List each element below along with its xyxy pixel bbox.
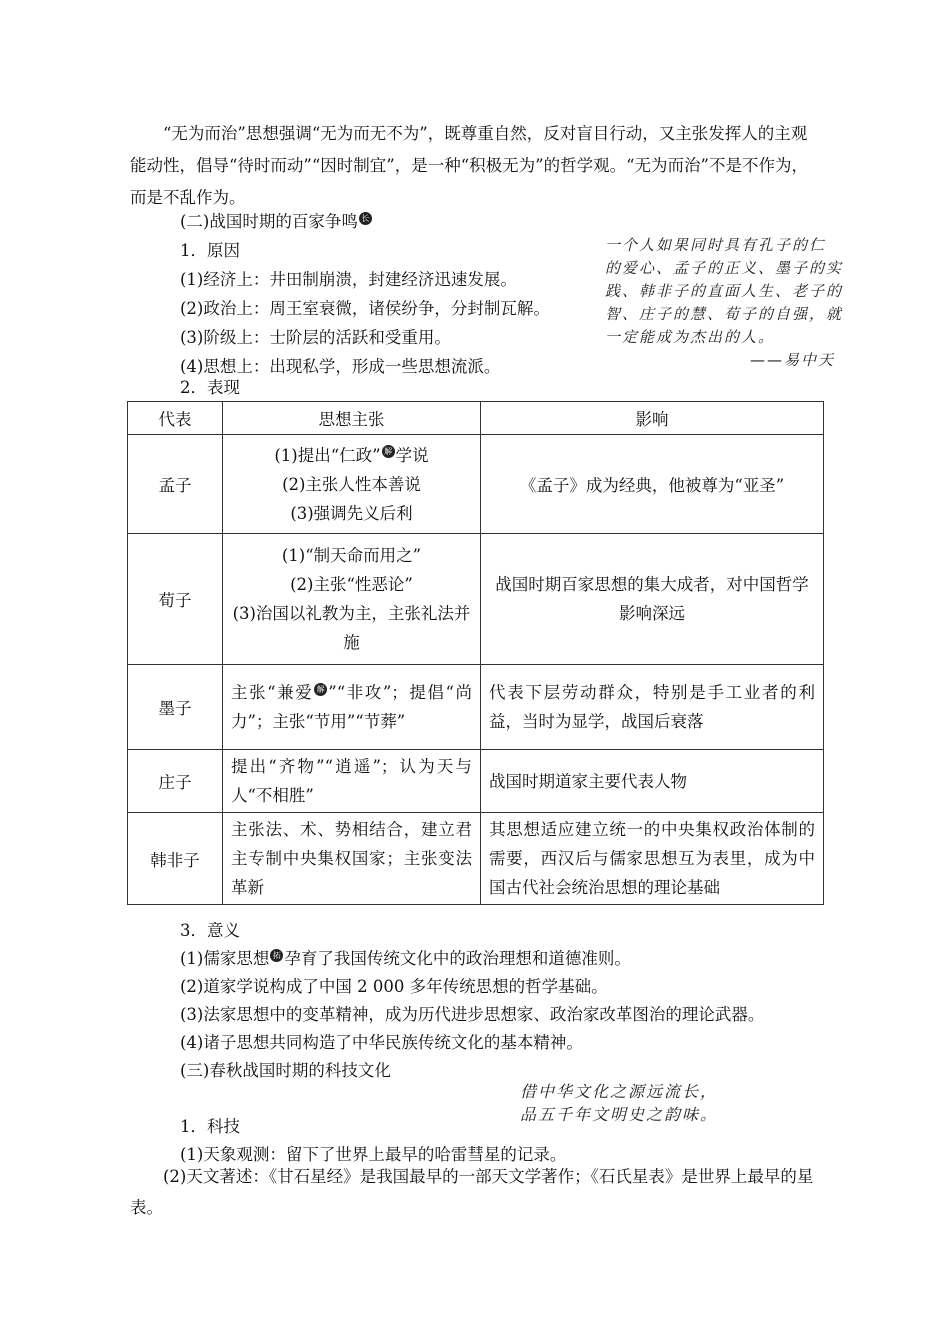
thinker-name: 庄子 bbox=[128, 750, 223, 813]
reason-item: (2)政治上：周王室衰微，诸侯纷争，分封制瓦解。 bbox=[180, 299, 550, 318]
quote-line: 践、韩非子的直面人生、老子的 bbox=[605, 282, 844, 300]
claim-line: (3)强调先义后利 bbox=[290, 503, 413, 523]
handwritten-quote bbox=[605, 234, 843, 372]
reason-item: (1)经济上：井田制崩溃，封建经济迅速发展。 bbox=[180, 270, 517, 289]
claim-line: (1)提出“仁政” 解 学说 bbox=[274, 445, 429, 465]
table-row bbox=[128, 665, 824, 750]
tech-title: 1．科技 bbox=[180, 1117, 240, 1136]
thinker-influence: 战国时期道家主要代表人物 bbox=[481, 750, 824, 813]
annotation-mark-icon: 长 bbox=[359, 212, 372, 225]
thinker-influence: 战国时期百家思想的集大成者，对中国哲学影响深远 bbox=[481, 534, 824, 665]
claim-line: (2)主张人性本善说 bbox=[282, 474, 421, 494]
annotation-mark-icon: 解 bbox=[382, 445, 395, 458]
significance-item: (4)诸子思想共同构造了中华民族传统文化的基本精神。 bbox=[180, 1033, 583, 1052]
table-header-row bbox=[128, 402, 824, 435]
thinker-claims bbox=[223, 435, 481, 534]
quote-author: ——易中天 bbox=[750, 351, 836, 369]
significance-title: 3．意义 bbox=[180, 921, 240, 940]
quote-line: 的爱心、孟子的正义、墨子的实 bbox=[605, 259, 844, 277]
thinker-name: 荀子 bbox=[128, 534, 223, 665]
thinker-influence: 其思想适应建立统一的中央集权政治体制的需要，西汉后与儒家思想互为表里，成为中国古代社会统治思想的理论基础 bbox=[481, 813, 824, 905]
claim-line: (3)治国以礼教为主，主张礼法并施 bbox=[232, 604, 471, 652]
table-row bbox=[128, 435, 824, 534]
quote-line: 借中华文化之源远流长， bbox=[520, 1082, 719, 1101]
thinker-influence: 代表下层劳动群众，特别是手工业者的利益，当时为显学，战国后衰落 bbox=[481, 665, 824, 750]
table-row bbox=[128, 813, 824, 905]
quote-line: 一定能成为杰出的人。 bbox=[605, 328, 776, 346]
table-row bbox=[128, 534, 824, 665]
tech-item: (2)天文著述：《甘石星经》是我国最早的一部天文学著作；《石氏星表》是世界上最早的星表。 bbox=[130, 1167, 814, 1217]
section3-heading: (三)春秋战国时期的科技文化 bbox=[180, 1061, 391, 1080]
thinker-name: 墨子 bbox=[128, 665, 223, 750]
table-header: 思想主张 bbox=[223, 402, 481, 435]
claim-line: (1)“制天命而用之” bbox=[281, 546, 422, 565]
tech-item: (1)天象观测：留下了世界上最早的哈雷彗星的记录。 bbox=[180, 1145, 567, 1164]
intro-paragraph: “无为而治”思想强调“无为而无不为”，既尊重自然，反对盲目行动，又主张发挥人的主观能动性，倡导“待时而动”“因时制宜”，是一种“积极无为”的哲学观。“无为而治”不是不作为，而是不乱作为。 bbox=[130, 124, 808, 207]
annotation-mark-icon: 解 bbox=[314, 683, 327, 696]
quote-line: 智、庄子的慧、荀子的自强，就 bbox=[605, 305, 844, 323]
thinker-claims bbox=[223, 534, 481, 665]
table-row bbox=[128, 750, 824, 813]
thinker-claims: 提出“齐物”“逍遥”；认为天与人“不相胜” bbox=[223, 750, 481, 813]
reason-item: (4)思想上：出现私学，形成一些思想流派。 bbox=[180, 357, 501, 376]
quote-line: 品五千年文明史之韵味。 bbox=[520, 1105, 719, 1124]
thinker-claims: 主张“兼爱 解 ”“非攻”；提倡“尚力”；主张“节用”“节葬” bbox=[223, 665, 481, 750]
reasons-title: 1．原因 bbox=[180, 241, 240, 260]
reason-item: (3)阶级上：士阶层的活跃和受重用。 bbox=[180, 328, 451, 347]
significance-item: (1)儒家思想 拓 孕育了我国传统文化中的政治理想和道德准则。 bbox=[180, 949, 631, 968]
table-header: 影响 bbox=[481, 402, 824, 435]
thinkers-table bbox=[127, 401, 824, 905]
thinker-name: 孟子 bbox=[128, 435, 223, 534]
section2-heading bbox=[180, 208, 373, 232]
thinker-name: 韩非子 bbox=[128, 813, 223, 905]
thinker-influence: 《孟子》成为经典，他被尊为“亚圣” bbox=[481, 435, 824, 534]
section2-heading-text: (二)战国时期的百家争鸣 bbox=[180, 212, 358, 231]
significance-item: (2)道家学说构成了中国 2 000 多年传统思想的哲学基础。 bbox=[180, 977, 608, 996]
thinker-claims: 主张法、术、势相结合，建立君主专制中央集权国家；主张变法革新 bbox=[223, 813, 481, 905]
significance-item: (3)法家思想中的变革精神，成为历代进步思想家、政治家改革图治的理论武器。 bbox=[180, 1005, 765, 1024]
quote-line: 一个人如果同时具有孔子的仁 bbox=[605, 236, 827, 254]
annotation-mark-icon: 拓 bbox=[270, 949, 283, 962]
handwritten-quote bbox=[520, 1080, 718, 1126]
performance-title: 2．表现 bbox=[180, 378, 240, 397]
claim-line: (2)主张“性恶论” bbox=[290, 575, 413, 594]
table-header: 代表 bbox=[128, 402, 223, 435]
